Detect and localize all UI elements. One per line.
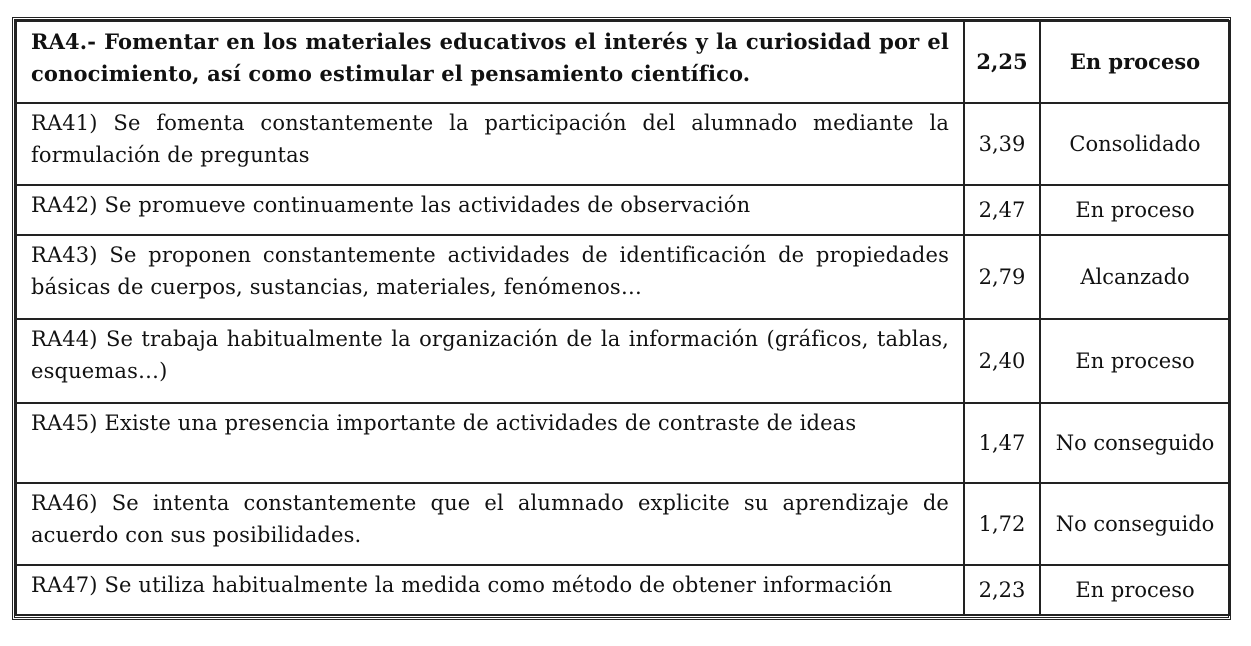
table-row — [16, 235, 1230, 319]
item-status: En proceso — [1040, 565, 1230, 615]
table-header-row — [16, 21, 1230, 103]
table-row — [16, 185, 1230, 235]
table-row — [16, 403, 1230, 483]
item-score: 2,79 — [964, 235, 1040, 319]
item-description: RA42) Se promueve continuamente las actividades de observación — [16, 185, 964, 235]
item-status: No conseguido — [1040, 403, 1230, 483]
item-status: Alcanzado — [1040, 235, 1230, 319]
item-status: En proceso — [1040, 185, 1230, 235]
table-row — [16, 565, 1230, 615]
table-row — [16, 483, 1230, 565]
item-status: Consolidado — [1040, 103, 1230, 185]
item-description: RA45) Existe una presencia importante de actividades de contraste de ideas — [16, 403, 964, 483]
item-score: 1,47 — [964, 403, 1040, 483]
objective-status: En proceso — [1040, 21, 1230, 103]
objective-score: 2,25 — [964, 21, 1040, 103]
item-score: 3,39 — [964, 103, 1040, 185]
item-status: No conseguido — [1040, 483, 1230, 565]
item-description: RA44) Se trabaja habitualmente la organización de la información (gráficos, tablas, esquemas…) — [16, 319, 964, 403]
item-description: RA46) Se intenta constantemente que el alumnado explicite su aprendizaje de acuerdo con sus posibilidades. — [16, 483, 964, 565]
item-description: RA41) Se fomenta constantemente la participación del alumnado mediante la formulación de preguntas — [16, 103, 964, 185]
item-score: 1,72 — [964, 483, 1040, 565]
objective-title: RA4.- Fomentar en los materiales educativos el interés y la curiosidad por el conocimiento, así como estimular el pensamiento científico. — [16, 21, 964, 103]
item-score: 2,23 — [964, 565, 1040, 615]
results-table — [15, 20, 1231, 616]
table-row — [16, 103, 1230, 185]
table-row — [16, 319, 1230, 403]
item-score: 2,40 — [964, 319, 1040, 403]
item-description: RA43) Se proponen constantemente actividades de identificación de propiedades básicas de cuerpos, sustancias, materiales, fenómenos… — [16, 235, 964, 319]
item-score: 2,47 — [964, 185, 1040, 235]
item-status: En proceso — [1040, 319, 1230, 403]
item-description: RA47) Se utiliza habitualmente la medida como método de obtener información — [16, 565, 964, 615]
